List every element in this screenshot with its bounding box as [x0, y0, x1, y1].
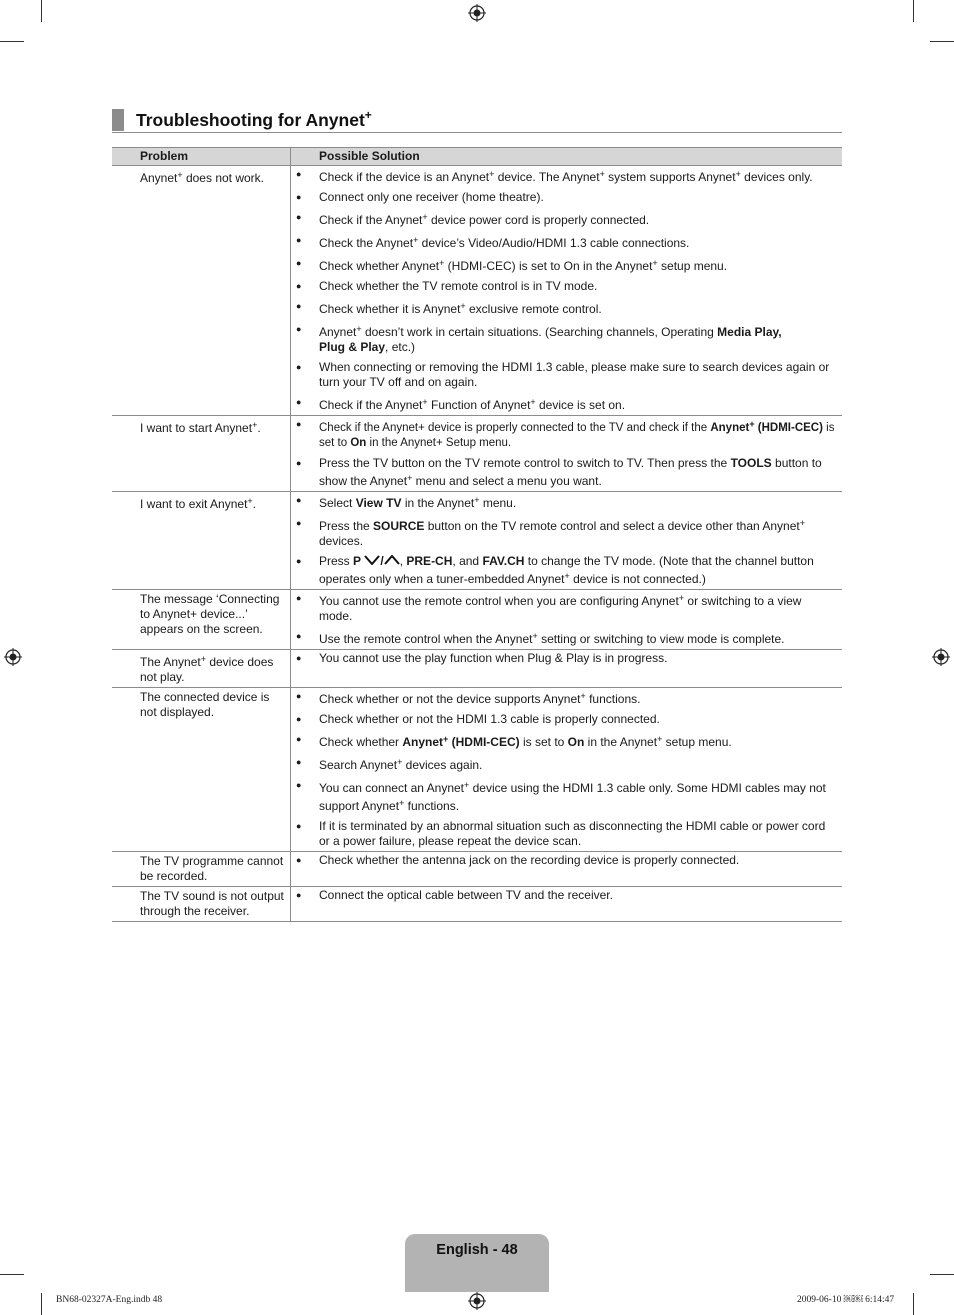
crop-mark	[913, 0, 914, 22]
list-item: ● Check if the device is an Anynet+ device. The Anynet+ system supports Anynet+ devices only.	[296, 169, 813, 184]
table-row	[112, 650, 842, 688]
solution-cell	[291, 688, 843, 852]
channel-down-icon	[364, 555, 380, 565]
page-title: Troubleshooting for Anynet+	[136, 108, 372, 130]
crop-mark	[0, 41, 24, 42]
section-header	[112, 107, 842, 133]
list-item: ● Check whether Anynet+ (HDMI-CEC) is set to On in the Anynet+ setup menu.	[296, 258, 728, 273]
column-header-solution: Possible Solution	[291, 148, 843, 166]
list-item: ● Check whether or not the HDMI 1.3 cable is properly connected.	[296, 712, 660, 726]
problem-cell: The TV programme cannot be recorded.	[112, 852, 291, 887]
list-item: ● Anynet+ doesn’t work in certain situations. (Searching channels, Operating Media Play, Plug & Play, etc.)	[296, 324, 782, 354]
list-item: ● Check whether or not the device supports Anynet+ functions.	[296, 691, 641, 706]
file-slug: BN68-02327A-Eng.indb 48	[56, 1295, 163, 1305]
table-row	[112, 590, 842, 650]
date-slug: 2009-06-10 ￼￼ 6:14:47	[797, 1295, 895, 1305]
table-row	[112, 688, 842, 852]
problem-cell: The message ‘Connecting to Anynet+ device...’ appears on the screen.	[112, 590, 291, 650]
solution-cell	[291, 166, 843, 416]
list-item: ● Check if the Anynet+ device power cord is properly connected.	[296, 212, 650, 227]
solution-cell	[291, 887, 843, 922]
problem-cell: The Anynet+ device does not play.	[112, 650, 291, 688]
list-item: ● Connect the optical cable between TV and the receiver.	[296, 888, 613, 902]
list-item: ● Press the TV button on the TV remote control to switch to TV. Then press the TOOLS button to show the Anynet+ menu and select a menu you want.	[296, 456, 822, 488]
list-item: ● Check whether the antenna jack on the recording device is properly connected.	[296, 853, 740, 867]
solution-cell	[291, 492, 843, 590]
list-item: ● You cannot use the play function when Plug & Play is in progress.	[296, 651, 668, 665]
list-item: ● Use the remote control when the Anynet+ setting or switching to view mode is complete.	[296, 631, 785, 646]
crop-mark	[930, 1274, 954, 1275]
list-item: ● If it is terminated by an abnormal situation such as disconnecting the HDMI cable or power cord or a power failure, please repeat the device scan.	[296, 819, 826, 848]
channel-up-icon	[384, 555, 400, 565]
problem-cell: The TV sound is not output through the receiver.	[112, 887, 291, 922]
list-item: ● You cannot use the remote control when you are configuring Anynet+ or switching to a view mode.	[296, 593, 802, 623]
table-row	[112, 852, 842, 887]
solution-cell	[291, 590, 843, 650]
crop-mark	[41, 1293, 42, 1315]
list-item: ● Connect only one receiver (home theatre).	[296, 190, 544, 204]
section-marker	[112, 109, 124, 131]
table-row	[112, 416, 842, 492]
crop-mark	[930, 41, 954, 42]
solution-cell	[291, 650, 843, 688]
table-row	[112, 492, 842, 590]
registration-mark-icon	[468, 1292, 486, 1310]
list-item: ● Check whether Anynet+ (HDMI-CEC) is set to On in the Anynet+ setup menu.	[296, 734, 732, 749]
solution-cell	[291, 416, 843, 492]
crop-mark	[913, 1293, 914, 1315]
list-item: ● You can connect an Anynet+ device using the HDMI 1.3 cable only. Some HDMI cables may not support Anynet+ functions.	[296, 780, 826, 813]
list-item: ● Search Anynet+ devices again.	[296, 757, 483, 772]
table-row	[112, 887, 842, 922]
problem-cell: I want to exit Anynet+.	[112, 492, 291, 590]
list-item: ● Check whether it is Anynet+ exclusive remote control.	[296, 301, 602, 316]
list-item: ● Check if the Anynet+ Function of Anynet+ device is set on.	[296, 397, 626, 412]
registration-mark-icon	[468, 4, 486, 22]
table-row	[112, 166, 842, 416]
list-item: ● Select View TV in the Anynet+ menu.	[296, 495, 517, 510]
problem-cell: I want to start Anynet+.	[112, 416, 291, 492]
problem-cell: Anynet+ does not work.	[112, 166, 291, 416]
page-number-tab	[405, 1234, 549, 1292]
troubleshooting-table	[112, 147, 842, 922]
problem-cell: The connected device is not displayed.	[112, 688, 291, 852]
list-item: ● Check whether the TV remote control is in TV mode.	[296, 279, 598, 293]
list-item: ● Check if the Anynet+ device is properly connected to the TV and check if the Anynet+ (HDMI-CEC) is set to On in the Anynet+ Setup menu.	[296, 419, 835, 449]
list-item: ● Check the Anynet+ device’s Video/Audio/HDMI 1.3 cable connections.	[296, 235, 690, 250]
list-item: ● When connecting or removing the HDMI 1.3 cable, please make sure to search devices again or turn your TV off and on again.	[296, 360, 830, 389]
list-item: ● Press the SOURCE button on the TV remote control and select a device other than Anynet+ devices.	[296, 518, 805, 548]
registration-mark-icon	[932, 648, 950, 666]
crop-mark	[0, 1274, 24, 1275]
solution-cell	[291, 852, 843, 887]
table-header-row	[112, 148, 842, 166]
crop-mark	[41, 0, 42, 22]
list-item: ● Press P / , PRE-CH, and FAV.CH to change the TV mode. (Note that the channel button operates only when a tuner-embedded Anynet+ device is not connected.)	[296, 554, 814, 586]
registration-mark-icon	[4, 648, 22, 666]
page-number: English - 48	[436, 1242, 518, 1258]
column-header-problem: Problem	[112, 148, 291, 166]
